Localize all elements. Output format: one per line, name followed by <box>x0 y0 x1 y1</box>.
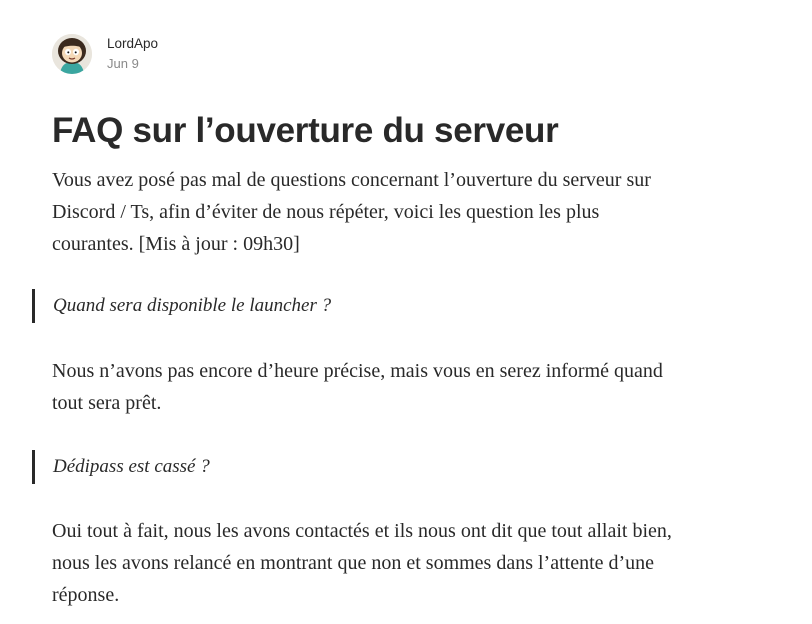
intro-line: Discord / Ts, afin d’éviter de nous répéter, voici les question les plus <box>52 201 600 223</box>
post-date: Jun 9 <box>107 56 139 71</box>
answer-line: Oui tout à fait, nous les avons contactés et ils nous ont dit que tout allait bien, <box>52 520 672 542</box>
cartoon-character-avatar-icon <box>52 34 92 74</box>
article-title: FAQ sur l’ouverture du serveur <box>52 111 559 150</box>
answer-line: nous les avons relancé en montrant que non et sommes dans l’attente d’une <box>52 552 655 574</box>
intro-line: courantes. [Mis à jour : 09h30] <box>52 233 300 255</box>
faq-question-1: Quand sera disponible le launcher ? <box>32 289 331 323</box>
faq-question-2: Dédipass est cassé ? <box>32 450 210 484</box>
author-header <box>52 34 158 74</box>
answer-line: Nous n’avons pas encore d’heure précise, mais vous en serez informé quand <box>52 360 663 382</box>
intro-paragraph <box>52 164 752 260</box>
answer-line: réponse. <box>52 584 120 606</box>
answer-line: tout sera prêt. <box>52 392 162 414</box>
author-meta <box>107 35 158 73</box>
author-name[interactable]: LordApo <box>107 36 159 51</box>
intro-line: Vous avez posé pas mal de questions concernant l’ouverture du serveur sur <box>52 169 651 191</box>
faq-answer-1 <box>52 355 752 419</box>
author-avatar[interactable] <box>52 34 92 74</box>
faq-answer-2 <box>52 515 752 611</box>
